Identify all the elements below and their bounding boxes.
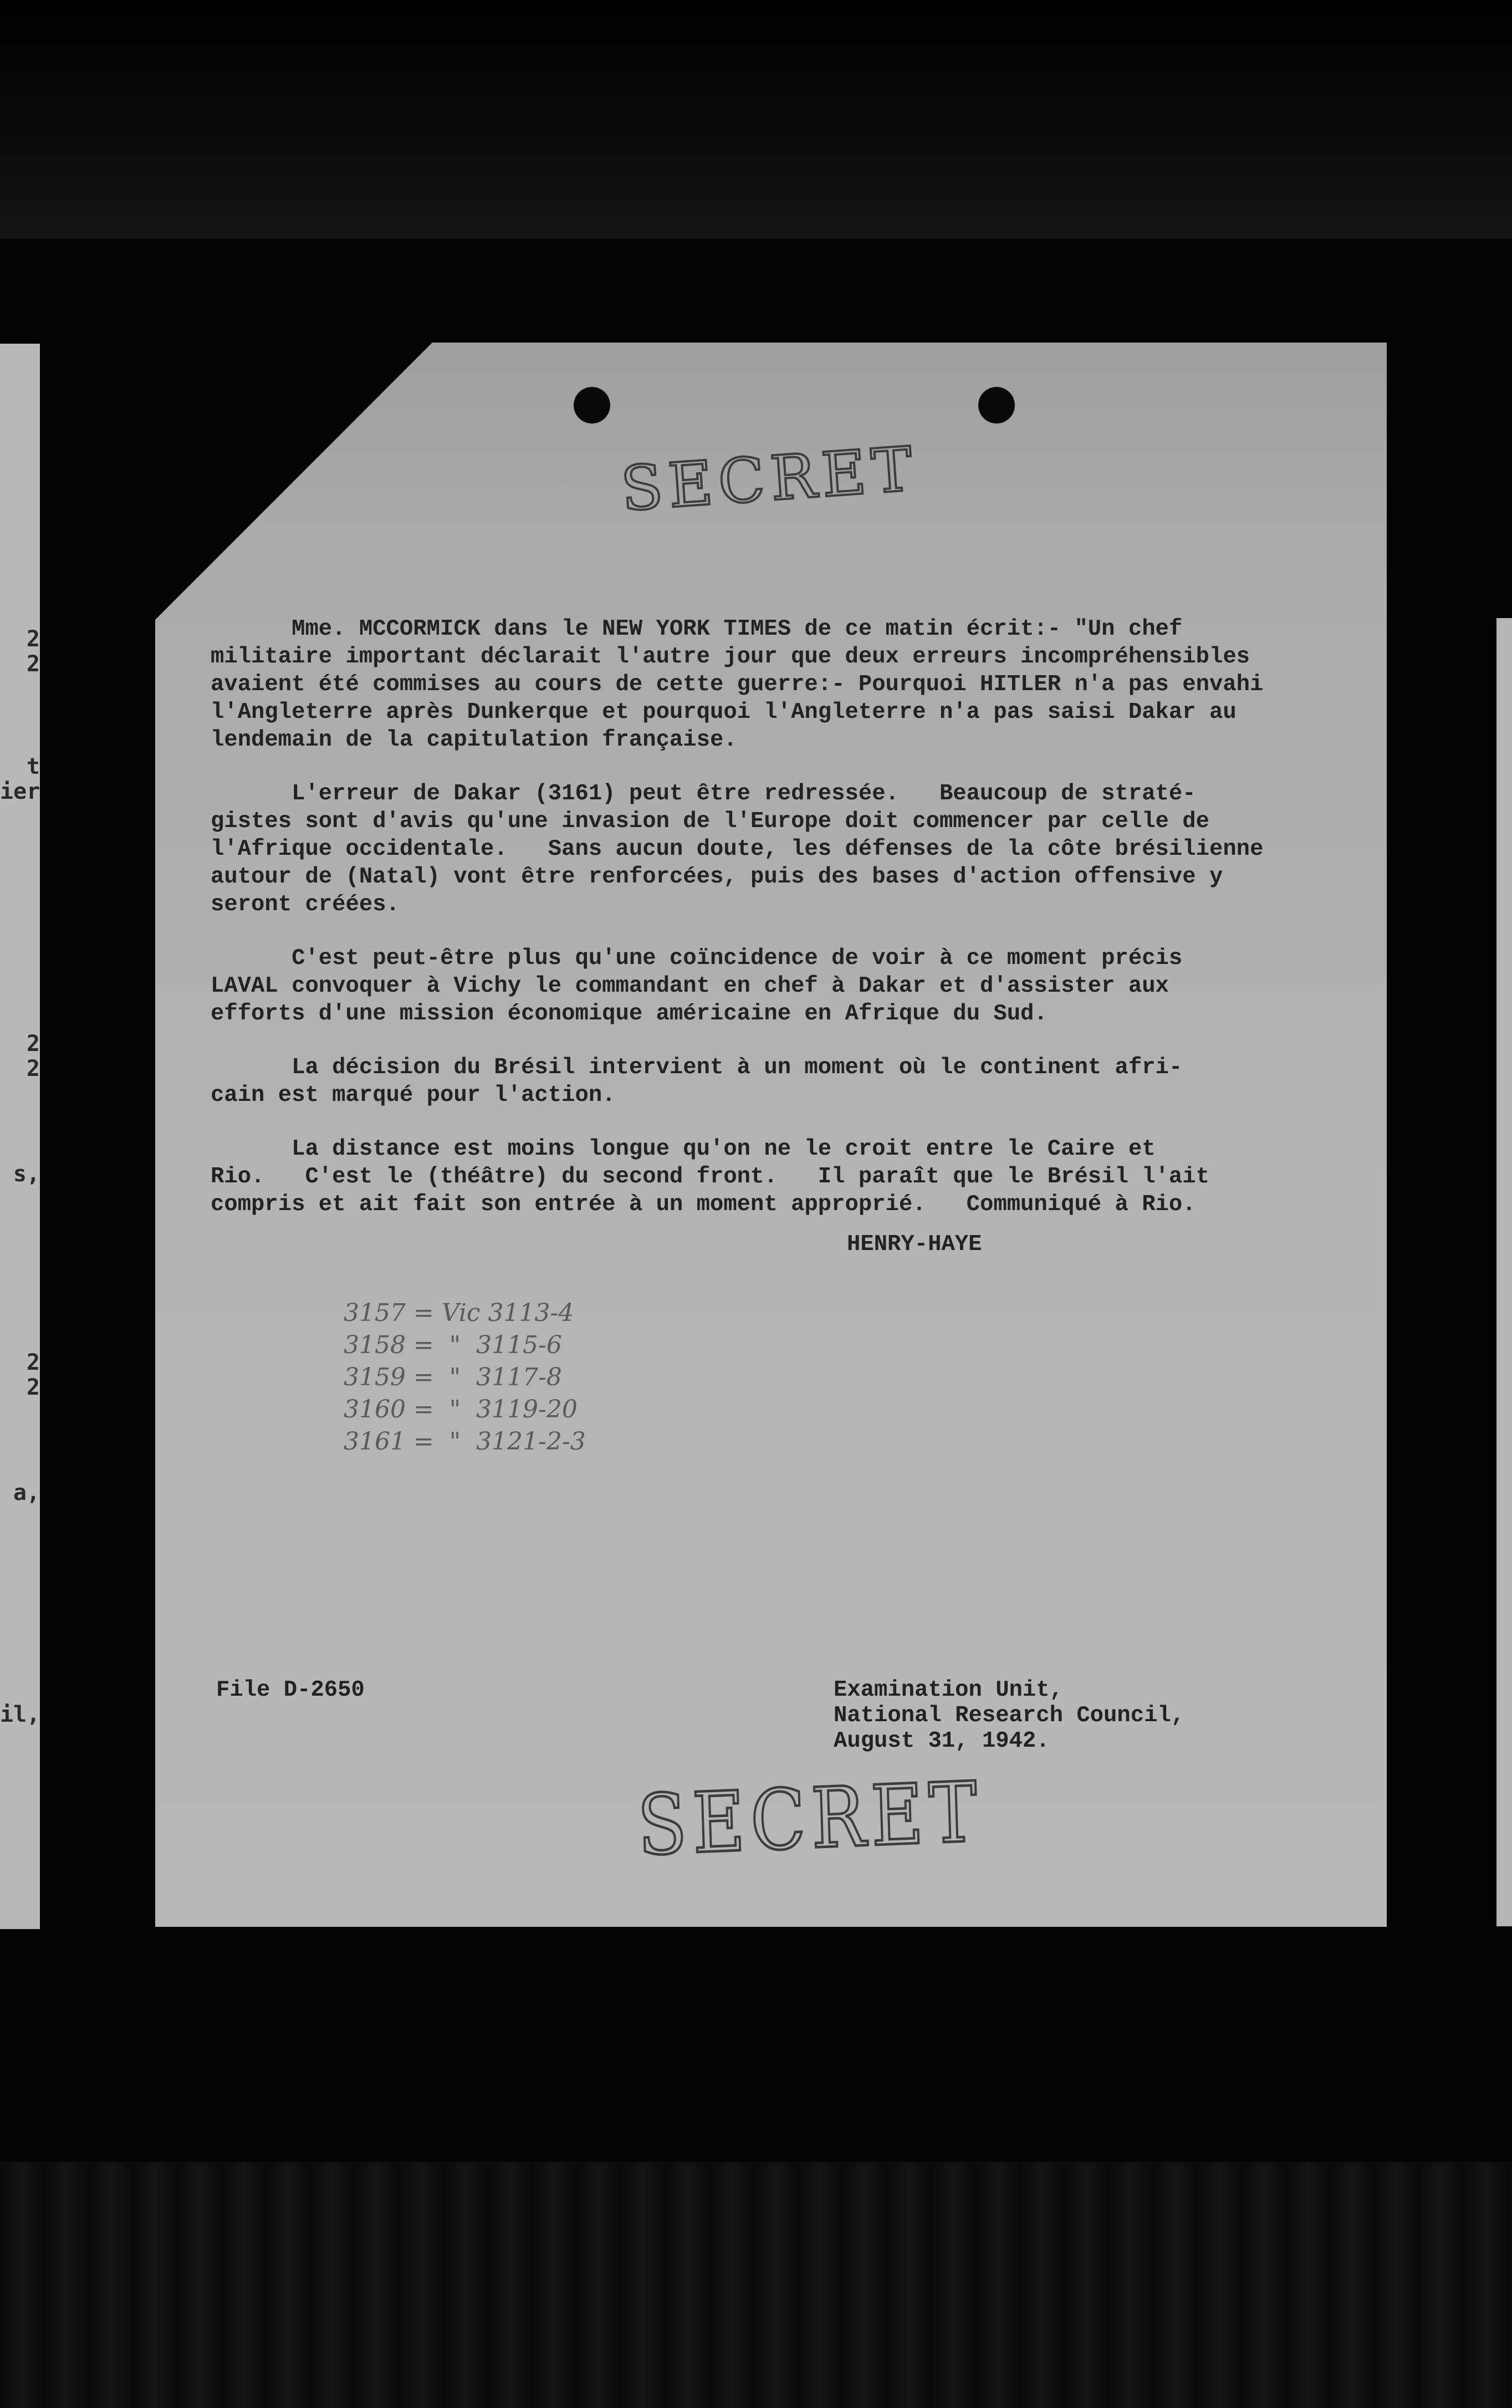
text-line: C'est peut-être plus qu'une coïncidence de voir à ce moment précis	[211, 946, 1183, 971]
paragraph-3	[211, 945, 1386, 1028]
side-fragment: ier	[0, 779, 40, 804]
letter-body	[211, 615, 1386, 1244]
side-fragment: 2	[26, 1056, 40, 1081]
punch-hole	[978, 387, 1015, 424]
text-line: La décision du Brésil intervient à un moment où le continent afri-	[211, 1055, 1183, 1080]
handwritten-notes	[344, 1297, 586, 1458]
film-band-top	[0, 0, 1512, 238]
text-line: La distance est moins longue qu'on ne le croit entre le Caire et	[211, 1136, 1156, 1162]
text-line: efforts d'une mission économique américaine en Afrique du Sud.	[211, 1001, 1048, 1027]
text-line: cain est marqué pour l'action.	[211, 1083, 616, 1108]
text-line: compris et ait fait son entrée à un moment approprié. Communiqué à Rio.	[211, 1192, 1196, 1217]
punch-hole	[574, 387, 610, 424]
text-line: avaient été commises au cours de cette guerre:- Pourquoi HITLER n'a pas envahi	[211, 672, 1264, 697]
text-line: Mme. MCCORMICK dans le NEW YORK TIMES de ce matin écrit:- "Un chef	[211, 616, 1183, 642]
signature: HENRY-HAYE	[847, 1232, 982, 1257]
side-fragment: s,	[13, 1161, 40, 1187]
text-line: LAVAL convoquer à Vichy le commandant en chef à Dakar et d'assister aux	[211, 973, 1169, 999]
side-fragment: a,	[13, 1480, 40, 1506]
text-line: seront créées.	[211, 892, 400, 917]
side-fragment: 2	[26, 626, 40, 652]
origin-line: National Research Council,	[834, 1703, 1185, 1728]
handwritten-line: 3157 = Vic 3113-4	[344, 1299, 574, 1327]
side-fragment: il,	[0, 1702, 40, 1727]
text-line: lendemain de la capitulation française.	[211, 727, 737, 753]
side-fragment: t	[26, 754, 40, 779]
paragraph-5	[211, 1135, 1386, 1218]
side-fragment: 2	[26, 1350, 40, 1375]
secret-stamp-top: SECRET	[619, 433, 921, 525]
handwritten-line: 3161 = " 3121-2-3	[344, 1427, 586, 1456]
handwritten-line: 3159 = " 3117-8	[344, 1363, 562, 1391]
handwritten-line: 3160 = " 3119-20	[344, 1395, 578, 1424]
secret-stamp-bottom: SECRET	[636, 1763, 984, 1874]
text-line: l'Angleterre après Dunkerque et pourquoi l'Angleterre n'a pas saisi Dakar au	[211, 700, 1237, 725]
origin-line: Examination Unit,	[834, 1677, 1063, 1703]
side-fragment: 2	[26, 651, 40, 677]
origin-block	[834, 1677, 1184, 1754]
file-reference: File D-2650	[216, 1677, 365, 1703]
side-fragment: 2	[26, 1031, 40, 1057]
paragraph-1	[211, 615, 1386, 754]
text-line: l'Afrique occidentale. Sans aucun doute, les défenses de la côte brésilienne	[211, 836, 1264, 862]
handwritten-line: 3158 = " 3115-6	[344, 1331, 562, 1359]
paragraph-4	[211, 1054, 1386, 1109]
adjacent-page-right	[1496, 618, 1512, 1926]
paragraph-2	[211, 780, 1386, 919]
text-line: autour de (Natal) vont être renforcées, puis des bases d'action offensive y	[211, 864, 1223, 890]
adjacent-page-left	[0, 344, 40, 1929]
text-line: Rio. C'est le (théâtre) du second front. Il paraît que le Brésil l'ait	[211, 1164, 1209, 1190]
text-line: gistes sont d'avis qu'une invasion de l'Europe doit commencer par celle de	[211, 809, 1209, 834]
origin-line: August 31, 1942.	[834, 1728, 1050, 1754]
text-line: L'erreur de Dakar (3161) peut être redressée. Beaucoup de straté-	[211, 781, 1196, 807]
side-fragment: 2	[26, 1375, 40, 1400]
text-line: militaire important déclarait l'autre jour que deux erreurs incompréhensibles	[211, 644, 1250, 670]
film-band-bottom	[0, 2162, 1512, 2408]
